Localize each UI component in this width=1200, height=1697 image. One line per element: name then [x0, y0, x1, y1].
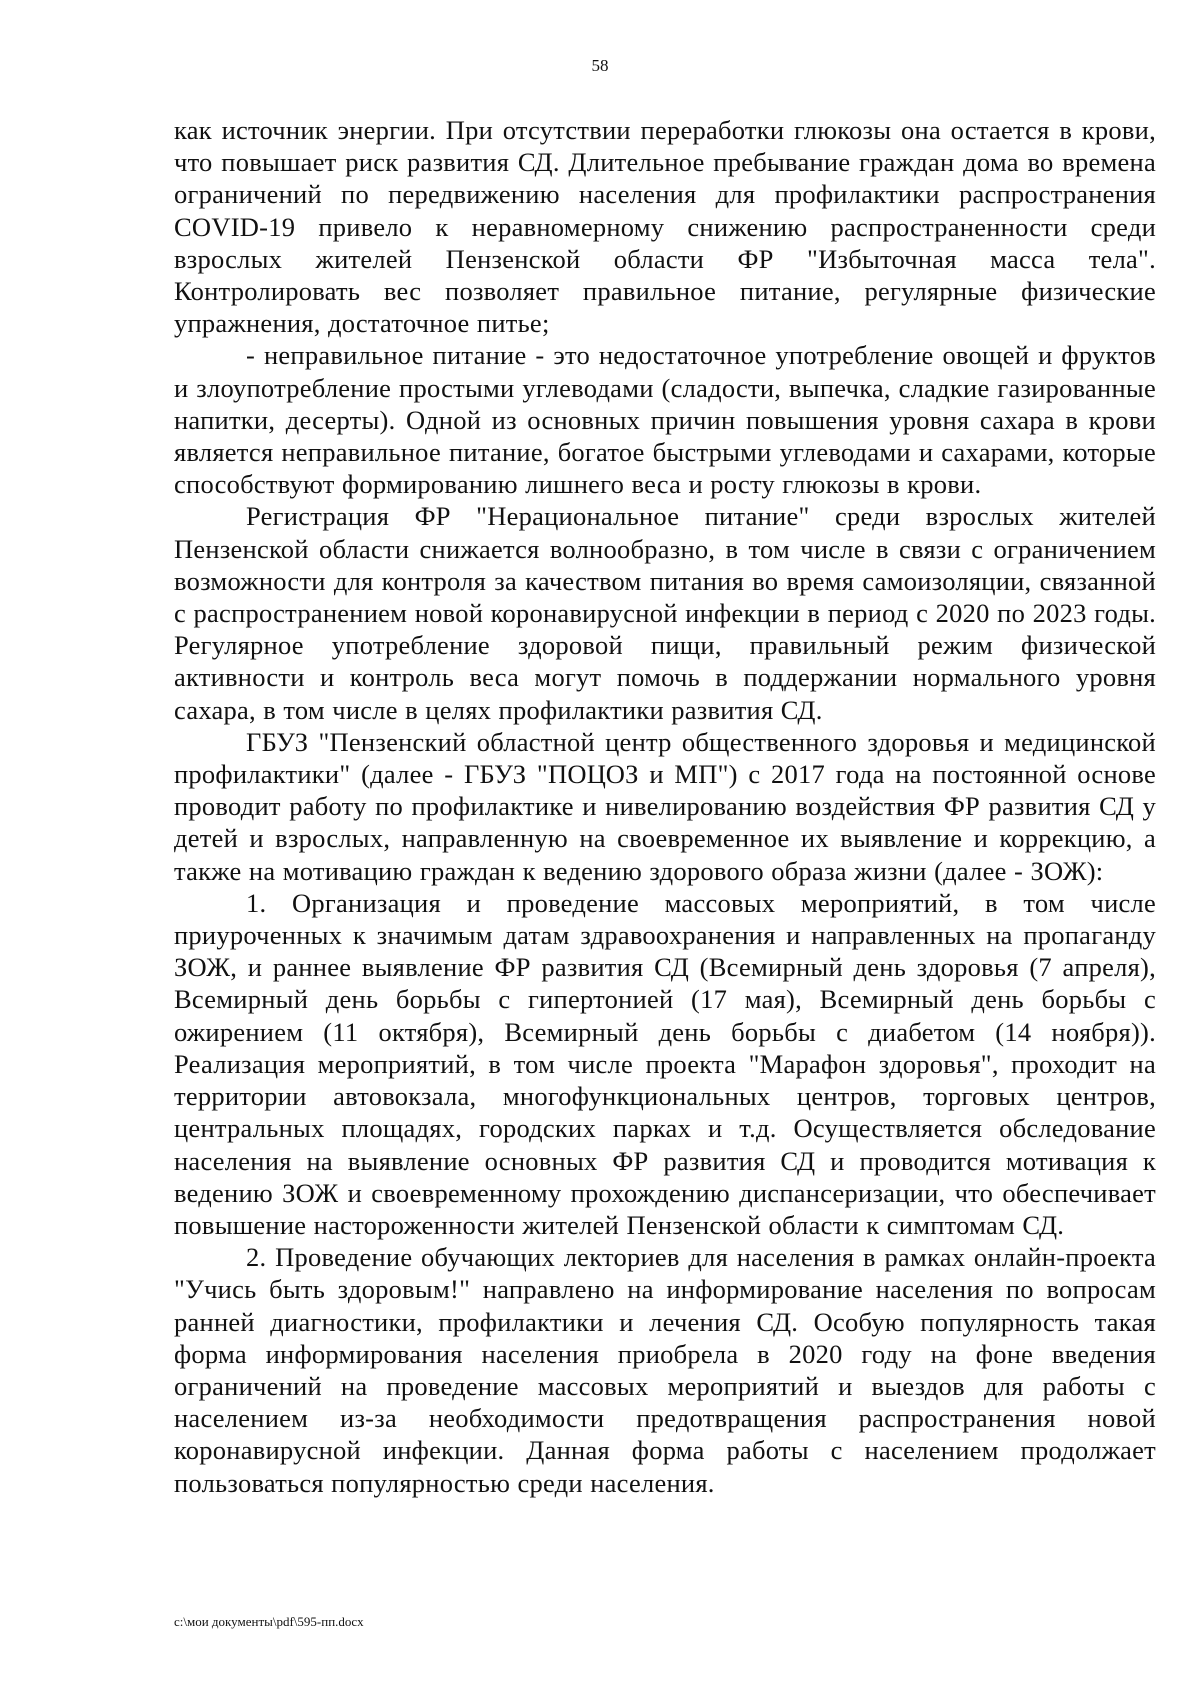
paragraph-item-1: 1. Организация и проведение массовых мероприятий, в том числе приуроченных к значимым датам здравоохранения и направленных на пропаганду ЗОЖ, и раннее выявление ФР развития СД (Всемирный день здоровья (7 апреля), Всемирный день борьбы с гипертонией (17 мая), Всемирный день борьбы с ожирением (11 октября), Всемирный день борьбы с диабетом (14 ноября)). Реализация мероприятий, в том числе проекта "Марафон здоровья", проходит на территории автовокзала, многофункциональных центров, торговых центров, центральных площадях, городских парках и т.д. Осуществляется обследование населения на выявление основных ФР развития СД и проводится мотивация к ведению ЗОЖ и своевременному прохождению диспансеризации, что обеспечивает повышение настороженности жителей Пензенской области к симптомам СД. — [174, 887, 1156, 1240]
paragraph-unhealthy-diet: - неправильное питание - это недостаточное употребление овощей и фруктов и злоупотребление простыми углеводами (сладости, выпечка, сладкие газированные напитки, десерты). Одной из основных причин повышения уровня сахара в крови является неправильное питание, богатое быстрыми углеводами и сахарами, которые способствуют формированию лишнего веса и росту глюкозы в крови. — [174, 340, 1156, 500]
paragraph-gbuz: ГБУЗ "Пензенский областной центр общественного здоровья и медицинской профилактики" (далее - ГБУЗ "ПОЦОЗ и МП") с 2017 года на постоянной основе проводит работу по профилактике и нивелированию воздействия ФР развития СД у детей и взрослых, направленную на своевременное их выявление и коррекцию, а также на мотивацию граждан к ведению здорового образа жизни (далее - ЗОЖ): — [174, 726, 1156, 886]
page-number: 58 — [591, 56, 609, 75]
paragraph-registration: Регистрация ФР "Нерациональное питание" среди взрослых жителей Пензенской области снижается волнообразно, в том числе в связи с ограничением возможности для контроля за качеством питания во время самоизоляции, связанной с распространением новой коронавирусной инфекции в период с 2020 по 2023 годы. Регулярное употребление здоровой пищи, правильный режим физической активности и контроль веса могут помочь в поддержании нормального уровня сахара, в том числе в целях профилактики развития СД. — [174, 501, 1156, 725]
document-body — [174, 114, 1156, 1499]
paragraph-item-2: 2. Проведение обучающих лекториев для населения в рамках онлайн-проекта "Учись быть здоровым!" направлено на информирование населения по вопросам ранней диагностики, профилактики и лечения СД. Особую популярность такая форма информирования населения приобрела в 2020 году на фоне введения ограничений на проведение массовых мероприятий и выездов для работы с населением из-за необходимости предотвращения распространения новой коронавирусной инфекции. Данная форма работы с населением продолжает пользоваться популярностью среди населения. — [174, 1242, 1156, 1498]
footer-file-path: c:\мои документы\pdf\595-пп.docx — [174, 1614, 364, 1629]
paragraph-continuation: как источник энергии. При отсутствии переработки глюкозы она остается в крови, что повышает риск развития СД. Длительное пребывание граждан дома во времена ограничений по передвижению населения для профилактики распространения COVID-19 привело к неравномерному снижению распространенности среди взрослых жителей Пензенской области ФР "Избыточная масса тела". Контролировать вес позволяет правильное питание, регулярные физические упражнения, достаточное питье; — [174, 115, 1156, 339]
